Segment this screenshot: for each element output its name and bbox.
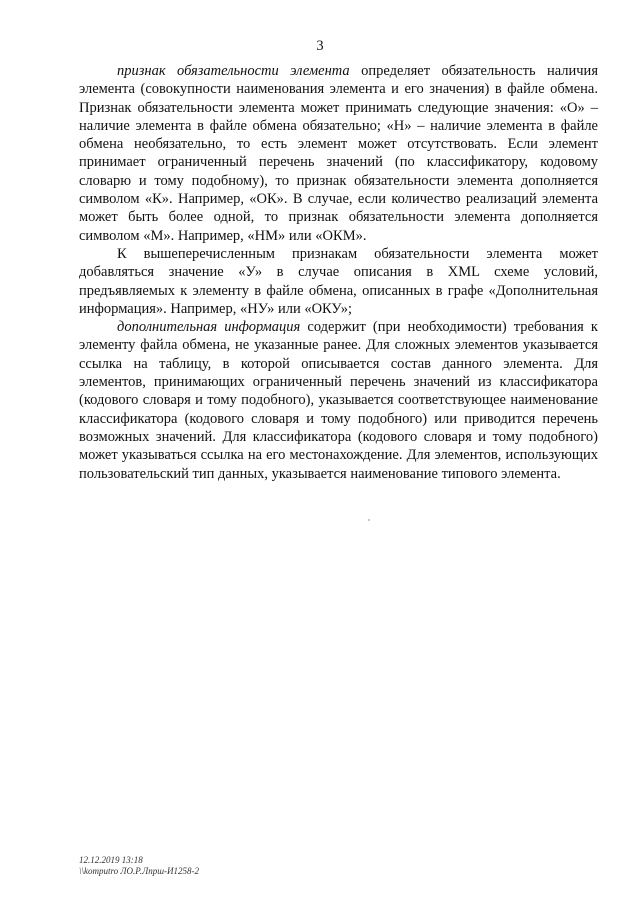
paragraph-text: К вышеперечисленным признакам обязательности элемента может добавляться значение «У» в случае описания в XML схеме условий, предъявляемых к элементу в файле обмена, описанных в графе «Дополнительная информация». Например, «НУ» или «ОКУ»; (79, 245, 598, 317)
term-additional-information: дополнительная информация (117, 319, 301, 336)
paragraph-text: определяет обязательность наличия элемента (совокупности наименования элемента и его значения) в файле обмена. Признак обязательности элемента может принимать следующие значения: «О» – наличие элемента в файле обмена обязательно; «Н» – наличие элемента в файле обмена необязательно, то есть элемент может отсутствовать. Если элемент принимает ограниченный перечень значений (по классификатору, кодовому словарю и тому подобному), то признак обязательности элемента дополняется символом «К». Например, «ОК». В случае, если количество реализаций элемента может быть более одной, то признак обязательности элемента дополняется символом «М». Например, «НМ» или «ОКМ». (79, 63, 598, 244)
paragraph-additional-value (79, 245, 598, 318)
paragraph-text: содержит (при необходимости) требования к элементу файла обмена, не указанные ранее. Для сложных элементов указывается ссылка на таблицу, в которой описывается состав данного элемента. Для элементов, принимающих ограниченный перечень значений из классификатора (кодового словаря и тому подобного), указывается соответствующее наименование классификатора (кодового словаря и тому подобного) или приводится перечень возможных значений. Для классификатора (кодового словаря и тому подобного) может указываться ссылка на его местонахождение. Для элементов, использующих пользовательский тип данных, указывается наименование типового элемента. (79, 319, 598, 482)
scan-artifact (368, 519, 370, 521)
term-mandatory-attribute: признак обязательности элемента (117, 63, 350, 79)
footer-timestamp: 12.12.2019 13:18 (79, 855, 143, 865)
footer-stamp (79, 855, 199, 877)
page-number: 3 (316, 38, 324, 54)
paragraph-mandatory-attribute (79, 62, 598, 245)
paragraph-additional-information (79, 318, 598, 483)
footer-path: \\komputro ЛО.Р.Лпрш-И1258-2 (79, 866, 199, 876)
document-body (79, 62, 598, 483)
